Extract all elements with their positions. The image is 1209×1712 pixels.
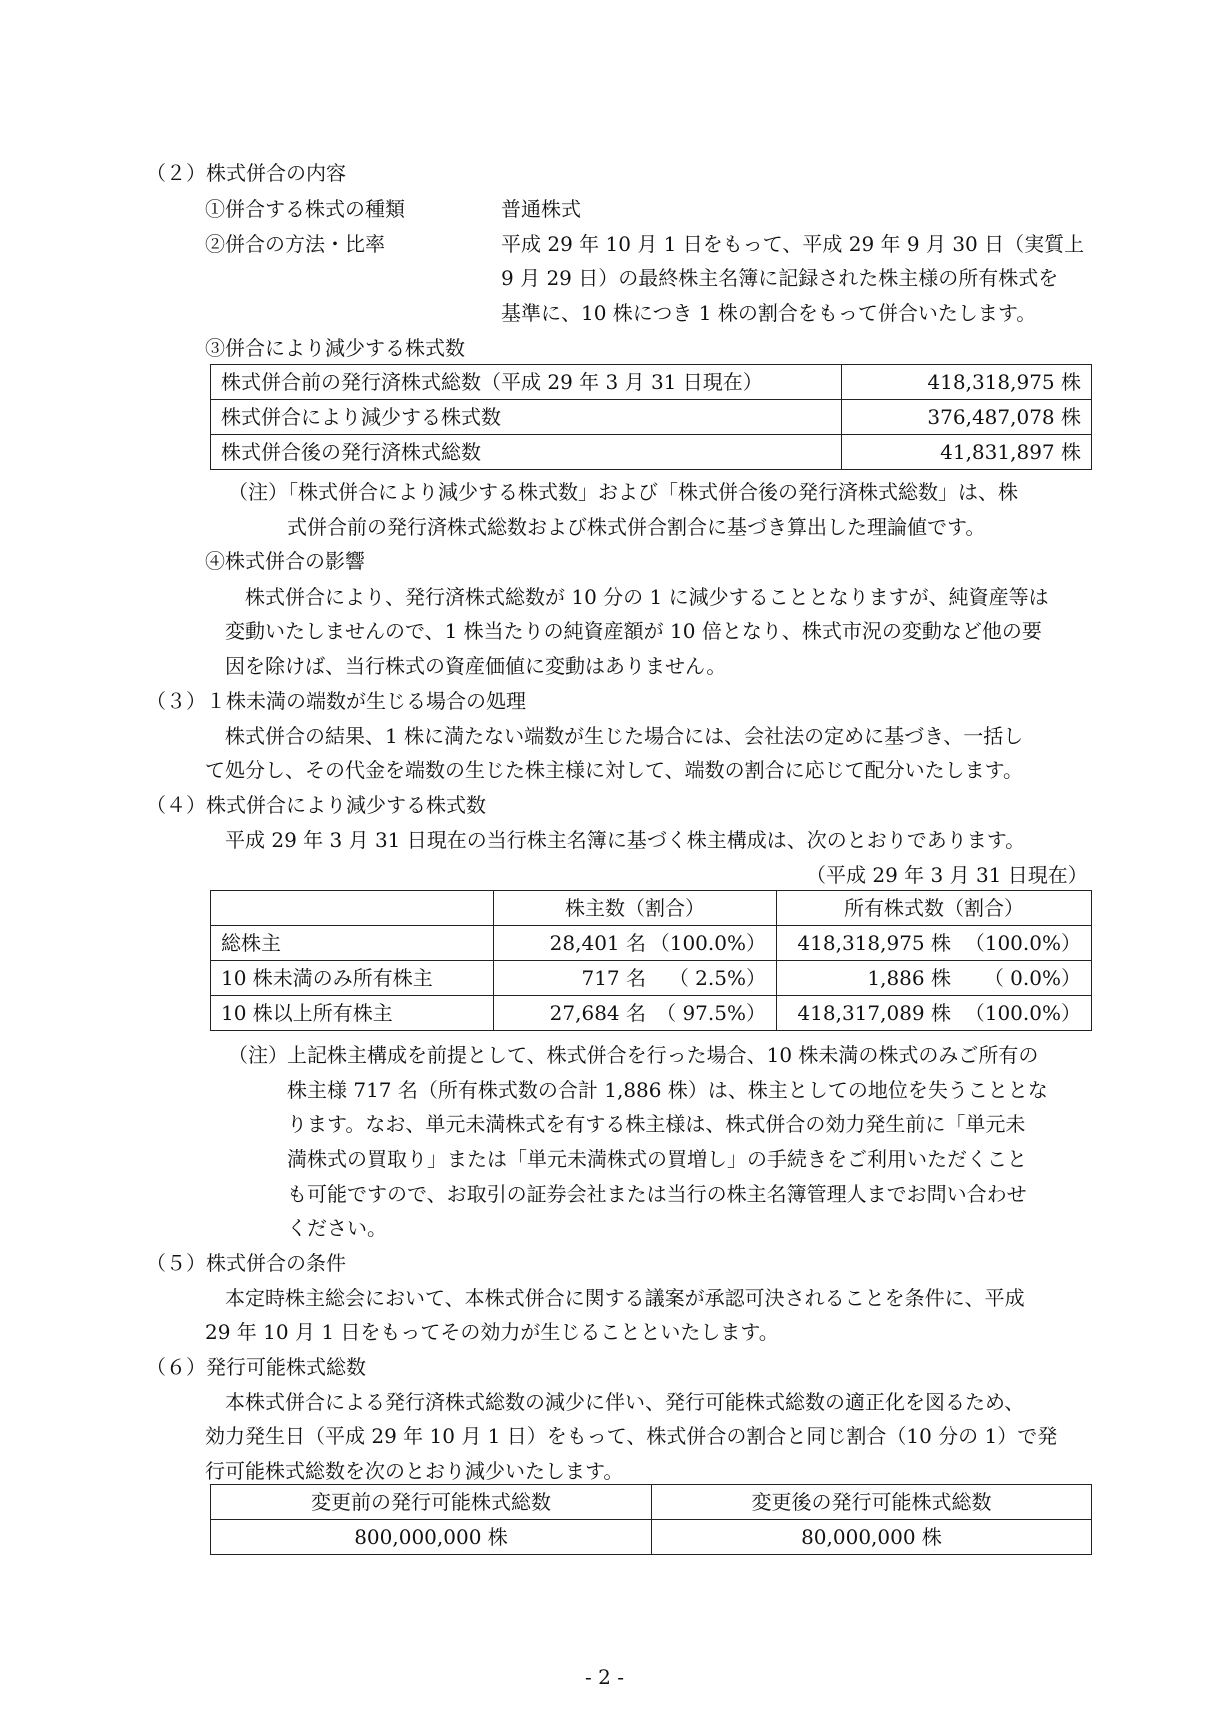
table-cell-label: 株式併合後の発行済株式総数	[211, 435, 842, 470]
note2-line: ります。なお、単元未満株式を有する株主様は、株式併合の効力発生前に「単元未	[287, 1112, 1026, 1136]
section-4-intro: 平成 29 年 3 月 31 日現在の当行株主名簿に基づく株主構成は、次のとおりであります。	[225, 828, 1026, 852]
note1-line: （注）「株式併合により減少する株式数」および「株式併合後の発行済株式総数」は、株	[228, 480, 1018, 504]
authorized-shares-table	[210, 1484, 1092, 1555]
section-6-heading: （６）発行可能株式総数	[146, 1355, 366, 1379]
section-5-line: 29 年 10 月 1 日をもってその効力が生じることといたします。	[205, 1320, 779, 1344]
note2-line: 株主様 717 名（所有株式数の合計 1,886 株）は、株主としての地位を失うこととな	[287, 1078, 1048, 1102]
shares-pct: （ 0.0%）	[983, 966, 1081, 990]
shares-pct: （100.0%）	[964, 931, 1081, 955]
holders-pct: （ 2.5%）	[668, 966, 766, 990]
shares-pct: （100.0%）	[964, 1001, 1081, 1025]
item2-line: 平成 29 年 10 月 1 日をもって、平成 29 年 9 月 30 日（実質上	[501, 232, 1085, 256]
holders-count: 27,684 名	[549, 1001, 646, 1025]
section-6-line: 行可能株式総数を次のとおり減少いたします。	[205, 1459, 624, 1483]
table-cell-value: 418,318,975 株	[842, 365, 1092, 400]
table-cell-shares	[777, 961, 1092, 996]
table-cell-value: 80,000,000 株	[652, 1520, 1092, 1555]
item2-line: 基準に、10 株につき 1 株の割合をもって併合いたします。	[501, 301, 1037, 325]
section-6-line: 本株式併合による発行済株式総数の減少に伴い、発行可能株式総数の適正化を図るため、	[225, 1390, 1025, 1414]
holders-count: 717 名	[581, 966, 646, 990]
table-header-cell	[211, 891, 494, 926]
section-5-line: 本定時株主総会において、本株式併合に関する議案が承認可決されることを条件に、平成	[225, 1286, 1025, 1310]
table-row	[211, 400, 1092, 435]
section-6-line: 効力発生日（平成 29 年 10 月 1 日）をもって、株式併合の割合と同じ割合（10 分の 1）で発	[205, 1424, 1058, 1448]
item2-line: 9 月 29 日）の最終株主名簿に記録された株主様の所有株式を	[501, 266, 1059, 290]
table-cell-label: 10 株未満のみ所有株主	[211, 961, 494, 996]
table-row	[211, 961, 1092, 996]
table-cell-value: 376,487,078 株	[842, 400, 1092, 435]
table-cell-value: 41,831,897 株	[842, 435, 1092, 470]
page-number: - 2 -	[585, 1665, 624, 1689]
table-header-cell: 変更後の発行可能株式総数	[652, 1485, 1092, 1520]
table-header-row	[211, 891, 1092, 926]
table-cell-shares	[777, 926, 1092, 961]
table-header-row	[211, 1485, 1092, 1520]
table-row	[211, 365, 1092, 400]
table-cell-value: 800,000,000 株	[211, 1520, 652, 1555]
note2-line: 上記株主構成を前提として、株式併合を行った場合、10 株未満の株式のみご所有の	[287, 1043, 1039, 1067]
table-cell-holders	[494, 961, 777, 996]
table-header-cell: 所有株式数（割合）	[777, 891, 1092, 926]
shares-count: 1,886 株	[867, 966, 951, 990]
item1-value: 普通株式	[501, 197, 581, 221]
table-header-cell: 株主数（割合）	[494, 891, 777, 926]
holders-pct: （100.0%）	[649, 931, 766, 955]
item3-label: ③併合により減少する株式数	[205, 336, 465, 360]
table-header-cell: 変更前の発行可能株式総数	[211, 1485, 652, 1520]
holders-count: 28,401 名	[549, 931, 646, 955]
section-3-heading: （３）１株未満の端数が生じる場合の処理	[146, 689, 526, 713]
note2-line: 満株式の買取り」または「単元未満株式の買増し」の手続きをご利用いただくこと	[287, 1147, 1027, 1171]
reduction-table	[210, 364, 1092, 470]
note2-line: ください。	[287, 1216, 387, 1240]
table-cell-label: 株式併合により減少する株式数	[211, 400, 842, 435]
item1-label: ①併合する株式の種類	[205, 197, 405, 221]
section-2-heading: （２）株式併合の内容	[146, 161, 346, 185]
item4-line: 株式併合により、発行済株式総数が 10 分の 1 に減少することとなりますが、純資産等は	[245, 585, 1049, 609]
table-cell-shares	[777, 996, 1092, 1031]
note1-line: 式併合前の発行済株式総数および株式併合割合に基づき算出した理論値です。	[287, 515, 986, 539]
section-5-heading: （５）株式併合の条件	[146, 1251, 346, 1275]
note2-line: も可能ですので、お取引の証券会社または当行の株主名簿管理人までお問い合わせ	[287, 1182, 1027, 1206]
shares-count: 418,317,089 株	[797, 1001, 951, 1025]
item2-label: ②併合の方法・比率	[205, 232, 385, 256]
table-row	[211, 926, 1092, 961]
table-cell-holders	[494, 996, 777, 1031]
shareholder-table	[210, 890, 1092, 1031]
item4-line: 因を除けば、当行株式の資産価値に変動はありません。	[225, 654, 727, 678]
table-row	[211, 996, 1092, 1031]
table-row	[211, 1520, 1092, 1555]
note2-prefix: （注）	[228, 1043, 288, 1067]
section-3-line: て処分し、その代金を端数の生じた株主様に対して、端数の割合に応じて配分いたします。	[205, 758, 1023, 782]
table-cell-label: 総株主	[211, 926, 494, 961]
table-cell-holders	[494, 926, 777, 961]
shares-count: 418,318,975 株	[797, 931, 951, 955]
table-row	[211, 435, 1092, 470]
section-3-line: 株式併合の結果、1 株に満たない端数が生じた場合には、会社法の定めに基づき、一括し	[225, 724, 1024, 748]
section-4-heading: （４）株式併合により減少する株式数	[146, 793, 486, 817]
as-of-date: （平成 29 年 3 月 31 日現在）	[806, 863, 1088, 887]
table-cell-label: 株式併合前の発行済株式総数（平成 29 年 3 月 31 日現在）	[211, 365, 842, 400]
table-cell-label: 10 株以上所有株主	[211, 996, 494, 1031]
item4-line: 変動いたしませんので、1 株当たりの純資産額が 10 倍となり、株式市況の変動など他の要	[225, 619, 1042, 643]
holders-pct: （ 97.5%）	[656, 1001, 766, 1025]
item4-label: ④株式併合の影響	[205, 549, 365, 573]
